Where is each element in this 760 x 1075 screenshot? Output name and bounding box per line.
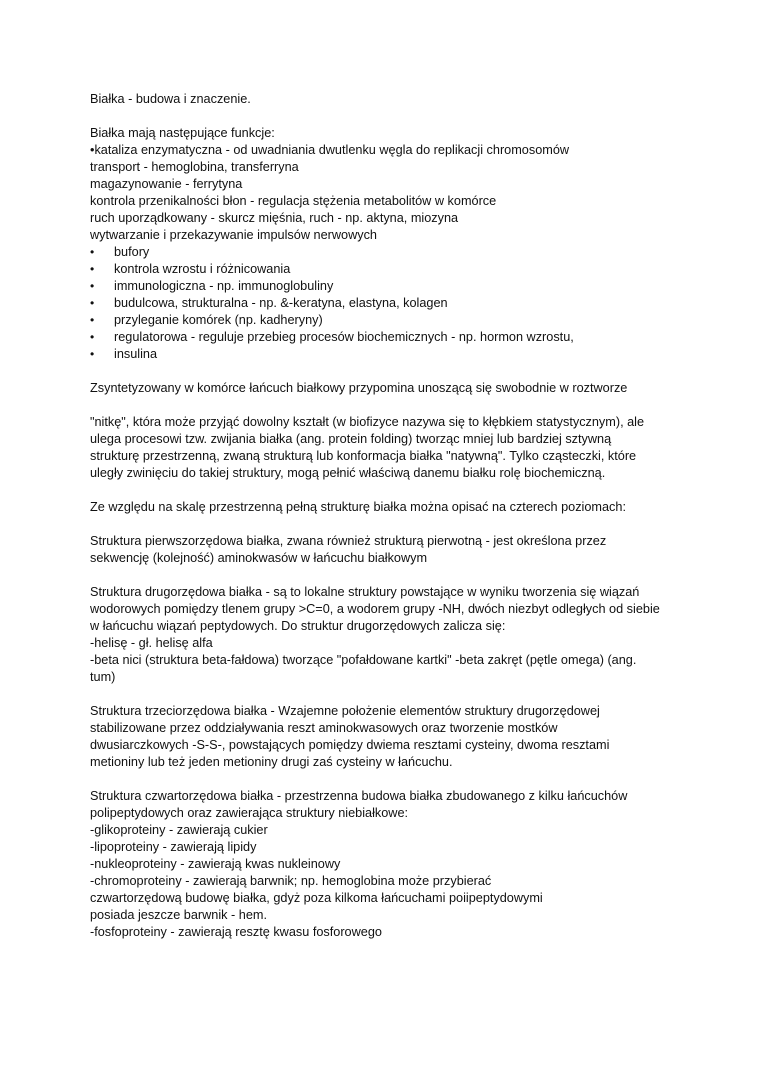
primary-structure-line: Struktura pierwszorzędowa białka, zwana również strukturą pierwotną - jest określona przez <box>90 534 607 548</box>
quaternary-structure-line: Struktura czwartorzędowa białka - przestrzenna budowa białka zbudowanego z kilku łańcuchów <box>90 789 628 803</box>
bullet-icon: • <box>90 330 95 344</box>
bullet-text: insulina <box>114 347 158 361</box>
paragraph-levels: Ze względu na skalę przestrzenną pełną strukturę białka można opisać na czterech poziomach: <box>90 500 626 514</box>
spacer <box>90 482 730 499</box>
spacer <box>90 771 730 788</box>
bullet-list-item <box>90 346 730 363</box>
function-line: kontrola przenikalności błon - regulacja stężenia metabolitów w komórce <box>90 194 497 208</box>
bullet-icon: • <box>90 347 95 361</box>
quaternary-structure-line: -lipoproteiny - zawierają lipidy <box>90 840 257 854</box>
secondary-structure-line: -beta nici (struktura beta-fałdowa) tworzące "pofałdowane kartki" -beta zakręt (pętle omega) (ang. <box>90 653 637 667</box>
document-title: Białka - budowa i znaczenie. <box>90 92 251 106</box>
spacer <box>90 397 730 414</box>
quaternary-structure-line: -chromoproteiny - zawierają barwnik; np. hemoglobina może przybierać <box>90 874 492 888</box>
bullet-list-item <box>90 278 730 295</box>
bullet-text: regulatorowa - reguluje przebieg procesów biochemicznych - np. hormon wzrostu, <box>114 330 574 344</box>
paragraph-folding-line: strukturę przestrzenną, zwaną strukturą lub konformacja białka "natywną". Tylko cząsteczki, które <box>90 449 637 463</box>
function-line: •kataliza enzymatyczna - od uwadniania dwutlenku węgla do replikacji chromosomów <box>90 143 570 157</box>
function-line: ruch uporządkowany - skurcz mięśnia, ruch - np. aktyna, miozyna <box>90 211 459 225</box>
quaternary-structure-line: -fosfoproteiny - zawierają resztę kwasu fosforowego <box>90 925 382 939</box>
secondary-structure-line: Struktura drugorzędowa białka - są to lokalne struktury powstające w wyniku tworzenia się wiązań <box>90 585 640 599</box>
tertiary-structure-line: stabilizowane przez oddziaływania reszt aminokwasowych oraz tworzenie mostków <box>90 721 558 735</box>
document-page <box>90 91 730 941</box>
bullet-icon: • <box>90 296 95 310</box>
tertiary-structure-line: metioniny lub też jeden metioniny drugi zaś cysteiny w łańcuchu. <box>90 755 453 769</box>
secondary-structure-line: -helisę - gł. helisę alfa <box>90 636 213 650</box>
bullet-list-item <box>90 244 730 261</box>
tertiary-structure-line: Struktura trzeciorzędowa białka - Wzajemne położenie elementów struktury drugorzędowej <box>90 704 600 718</box>
spacer <box>90 363 730 380</box>
quaternary-structure-line: -nukleoproteiny - zawierają kwas nukleinowy <box>90 857 341 871</box>
bullet-text: kontrola wzrostu i różnicowania <box>114 262 291 276</box>
bullet-list-item <box>90 295 730 312</box>
bullet-icon: • <box>90 245 95 259</box>
bullet-list-item <box>90 329 730 346</box>
secondary-structure-line: tum) <box>90 670 116 684</box>
bullet-list-item <box>90 312 730 329</box>
quaternary-structure-line: polipeptydowych oraz zawierająca struktury niebiałkowe: <box>90 806 409 820</box>
spacer <box>90 567 730 584</box>
primary-structure-line: sekwencję (kolejność) aminokwasów w łańcuchu białkowym <box>90 551 428 565</box>
bullet-text: przyleganie komórek (np. kadheryny) <box>114 313 323 327</box>
spacer <box>90 686 730 703</box>
spacer <box>90 516 730 533</box>
bullet-text: immunologiczna - np. immunoglobuliny <box>114 279 334 293</box>
function-line: wytwarzanie i przekazywanie impulsów nerwowych <box>90 228 377 242</box>
bullet-list-item <box>90 261 730 278</box>
secondary-structure-line: wodorowych pomiędzy tlenem grupy >C=0, a wodorem grupy -NH, dwóch niezbyt odległych od siebie <box>90 602 660 616</box>
function-line: magazynowanie - ferrytyna <box>90 177 243 191</box>
spacer <box>90 108 730 125</box>
tertiary-structure-line: dwusiarczkowych -S-S-, powstających pomiędzy dwiema resztami cysteiny, dwoma resztami <box>90 738 610 752</box>
bullet-text: budulcowa, strukturalna - np. &-keratyna, elastyna, kolagen <box>114 296 448 310</box>
quaternary-structure-line: posiada jeszcze barwnik - hem. <box>90 908 267 922</box>
paragraph-folding-line: ulega procesowi tzw. zwijania białka (ang. protein folding) tworząc mniej lub bardziej sztywną <box>90 432 612 446</box>
function-line: transport - hemoglobina, transferryna <box>90 160 299 174</box>
secondary-structure-line: w łańcuchu wiązań peptydowych. Do struktur drugorzędowych zalicza się: <box>90 619 506 633</box>
functions-heading: Białka mają następujące funkcje: <box>90 126 275 140</box>
quaternary-structure-line: -glikoproteiny - zawierają cukier <box>90 823 268 837</box>
paragraph-chain: Zsyntetyzowany w komórce łańcuch białkowy przypomina unoszącą się swobodnie w roztworze <box>90 381 628 395</box>
bullet-text: bufory <box>114 245 150 259</box>
bullet-icon: • <box>90 279 95 293</box>
paragraph-folding-line: "nitkę", która może przyjąć dowolny kształt (w biofizyce nazywa się to kłębkiem statystycznym), ale <box>90 415 645 429</box>
bullet-icon: • <box>90 313 95 327</box>
paragraph-folding-line: uległy zwinięciu do takiej struktury, mogą pełnić właściwą danemu białku rolę biochemiczną. <box>90 466 606 480</box>
quaternary-structure-line: czwartorzędową budowę białka, gdyż poza kilkoma łańcuchami poiipeptydowymi <box>90 891 543 905</box>
bullet-icon: • <box>90 262 95 276</box>
